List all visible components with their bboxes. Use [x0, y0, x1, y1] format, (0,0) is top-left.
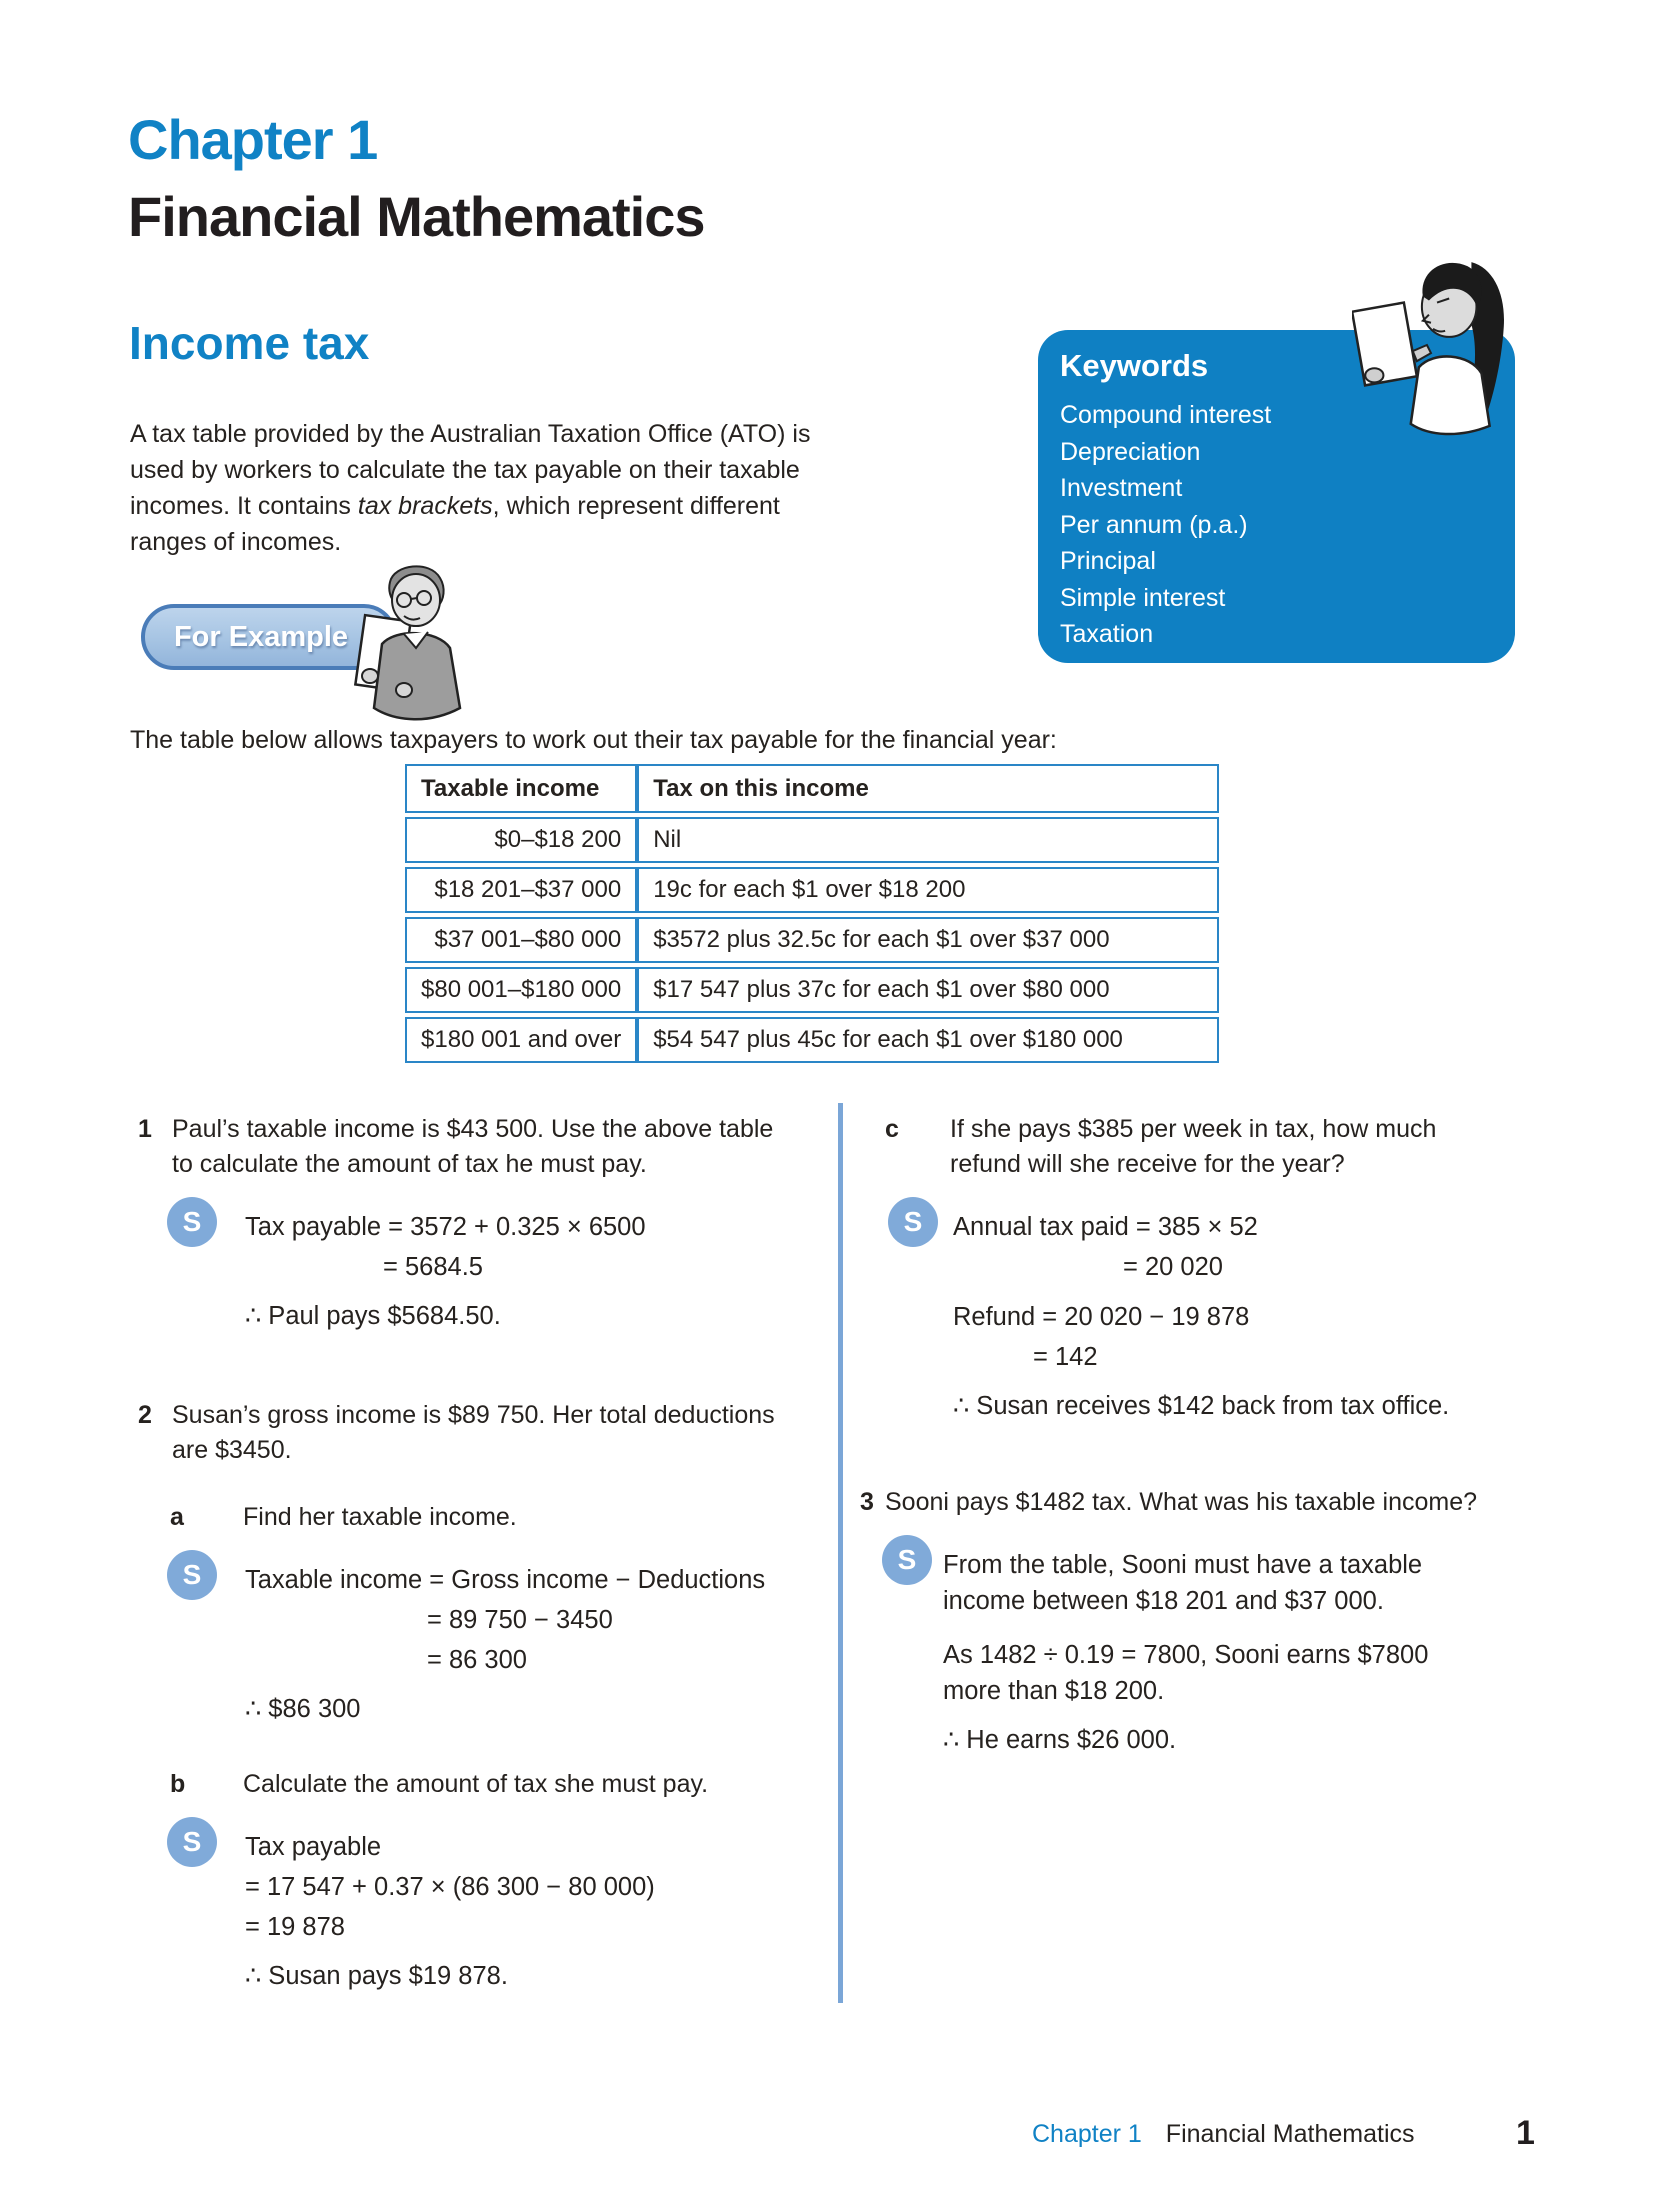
solution-line: = 20 020	[1123, 1253, 1223, 1281]
for-example-label: For Example	[173, 620, 349, 653]
table-row	[405, 867, 1219, 913]
solution-body	[943, 1535, 1463, 1758]
chapter-title: Financial Mathematics	[128, 185, 705, 248]
solution-line: Annual tax paid = 385 × 52	[953, 1213, 1258, 1241]
keyword-item: Simple interest	[1060, 583, 1226, 612]
keyword-item: Principal	[1060, 547, 1156, 576]
solution-body	[245, 1197, 646, 1334]
question-2c	[885, 1112, 1540, 1182]
subquestion-text: Find her taxable income.	[243, 1503, 517, 1531]
keyword-item: Depreciation	[1060, 437, 1201, 466]
footer-chapter: Chapter 1	[1032, 2120, 1142, 2148]
table-cell-income: $37 001–$80 000	[405, 917, 637, 963]
question-number: 1	[138, 1115, 152, 1143]
solution-badge: S	[167, 1817, 217, 1867]
table-cell-tax: 19c for each $1 over $18 200	[637, 867, 1219, 913]
solution-badge: S	[167, 1197, 217, 1247]
tax-table-header-row	[405, 764, 1219, 813]
solution-line: = 17 547 + 0.37 × (86 300 − 80 000)	[245, 1873, 655, 1901]
solution-q1	[167, 1197, 808, 1334]
intro-text-after: , which represent different ranges of incomes.	[130, 492, 780, 556]
tax-table	[405, 760, 1219, 1067]
question-2b	[170, 1767, 808, 1802]
table-cell-tax: $54 547 plus 45c for each $1 over $180 000	[637, 1017, 1219, 1063]
solution-conclusion: ∴ He earns $26 000.	[943, 1726, 1177, 1754]
solution-line: Refund = 20 020 − 19 878	[953, 1303, 1250, 1331]
table-row	[405, 917, 1219, 963]
table-row	[405, 817, 1219, 863]
table-cell-income: $80 001–$180 000	[405, 967, 637, 1013]
solution-q2a	[167, 1550, 808, 1727]
question-text: Susan’s gross income is $89 750. Her total deductions are $3450.	[172, 1401, 775, 1464]
subquestion-label: a	[170, 1503, 184, 1531]
question-number: 3	[860, 1488, 874, 1516]
solution-body	[953, 1197, 1449, 1424]
tax-table-header-income: Taxable income	[405, 764, 637, 813]
keyword-item: Investment	[1060, 474, 1183, 503]
reader-woman-illustration	[1352, 254, 1514, 436]
reader-man-illustration	[352, 556, 470, 734]
table-cell-tax: $17 547 plus 37c for each $1 over $80 000	[637, 967, 1219, 1013]
intro-paragraph	[130, 416, 850, 560]
solution-paragraph: As 1482 ÷ 0.19 = 7800, Sooni earns $7800 more than $18 200.	[943, 1641, 1429, 1705]
solution-paragraph: From the table, Sooni must have a taxable income between $18 201 and $37 000.	[943, 1551, 1423, 1615]
solution-line: = 86 300	[427, 1646, 527, 1674]
question-3	[860, 1485, 1540, 1520]
subquestion-text: Calculate the amount of tax she must pay.	[243, 1770, 709, 1798]
section-title: Income tax	[129, 317, 370, 369]
solution-body	[245, 1817, 655, 1994]
solution-line: Taxable income = Gross income − Deductions	[245, 1566, 766, 1594]
solution-line: = 19 878	[245, 1913, 345, 1941]
solution-line: = 89 750 − 3450	[427, 1606, 613, 1634]
solution-badge: S	[167, 1550, 217, 1600]
question-2a	[170, 1500, 808, 1535]
intro-italic-term: tax brackets	[357, 492, 493, 520]
keyword-item: Per annum (p.a.)	[1060, 510, 1248, 539]
keyword-item: Taxation	[1060, 620, 1154, 649]
question-text: Paul’s taxable income is $43 500. Use the above table to calculate the amount of tax he must pay.	[172, 1115, 774, 1178]
page-number: 1	[1516, 2114, 1535, 2152]
solution-line: = 5684.5	[383, 1253, 483, 1281]
table-row	[405, 967, 1219, 1013]
chapter-label: Chapter 1	[128, 108, 378, 171]
intro-text-before: A tax table provided by the Australian Taxation Office (ATO) is used by workers to calculate the tax payable on their taxable incomes. It contains	[130, 420, 811, 520]
question-2	[138, 1398, 808, 1468]
tax-table-header-tax: Tax on this income	[637, 764, 1219, 813]
table-cell-income: $180 001 and over	[405, 1017, 637, 1063]
solution-line: = 142	[1033, 1343, 1098, 1371]
table-cell-tax: Nil	[637, 817, 1219, 863]
solution-conclusion: ∴ Susan receives $142 back from tax office.	[953, 1392, 1450, 1420]
question-text: Sooni pays $1482 tax. What was his taxable income?	[885, 1488, 1478, 1516]
solution-conclusion: ∴ Susan pays $19 878.	[245, 1962, 508, 1990]
table-row	[405, 1017, 1219, 1063]
question-1	[138, 1112, 808, 1182]
column-divider	[838, 1103, 843, 2003]
solution-body	[245, 1550, 765, 1727]
table-intro: The table below allows taxpayers to work out their tax payable for the financial year:	[130, 726, 1057, 754]
subquestion-label: c	[885, 1115, 899, 1143]
solution-q2c	[888, 1197, 1540, 1424]
solution-badge: S	[888, 1197, 938, 1247]
subquestion-label: b	[170, 1770, 186, 1798]
questions-column-left	[138, 1112, 808, 1994]
solution-line: Tax payable = 3572 + 0.325 × 6500	[245, 1213, 646, 1241]
table-cell-income: $0–$18 200	[405, 817, 637, 863]
solution-line: Tax payable	[245, 1833, 382, 1861]
question-number: 2	[138, 1401, 152, 1429]
solution-badge: S	[882, 1535, 932, 1585]
subquestion-text: If she pays $385 per week in tax, how much refund will she receive for the year?	[950, 1115, 1437, 1178]
table-cell-income: $18 201–$37 000	[405, 867, 637, 913]
solution-q2b	[167, 1817, 808, 1994]
keywords-title: Keywords	[1060, 348, 1209, 383]
solution-conclusion: ∴ Paul pays $5684.50.	[245, 1302, 501, 1330]
solution-q3	[882, 1535, 1540, 1758]
table-cell-tax: $3572 plus 32.5c for each $1 over $37 000	[637, 917, 1219, 963]
questions-column-right	[860, 1112, 1540, 1758]
footer	[1032, 2120, 1415, 2149]
footer-title: Financial Mathematics	[1165, 2120, 1415, 2148]
keyword-item: Compound interest	[1060, 401, 1272, 430]
solution-conclusion: ∴ $86 300	[245, 1695, 361, 1723]
